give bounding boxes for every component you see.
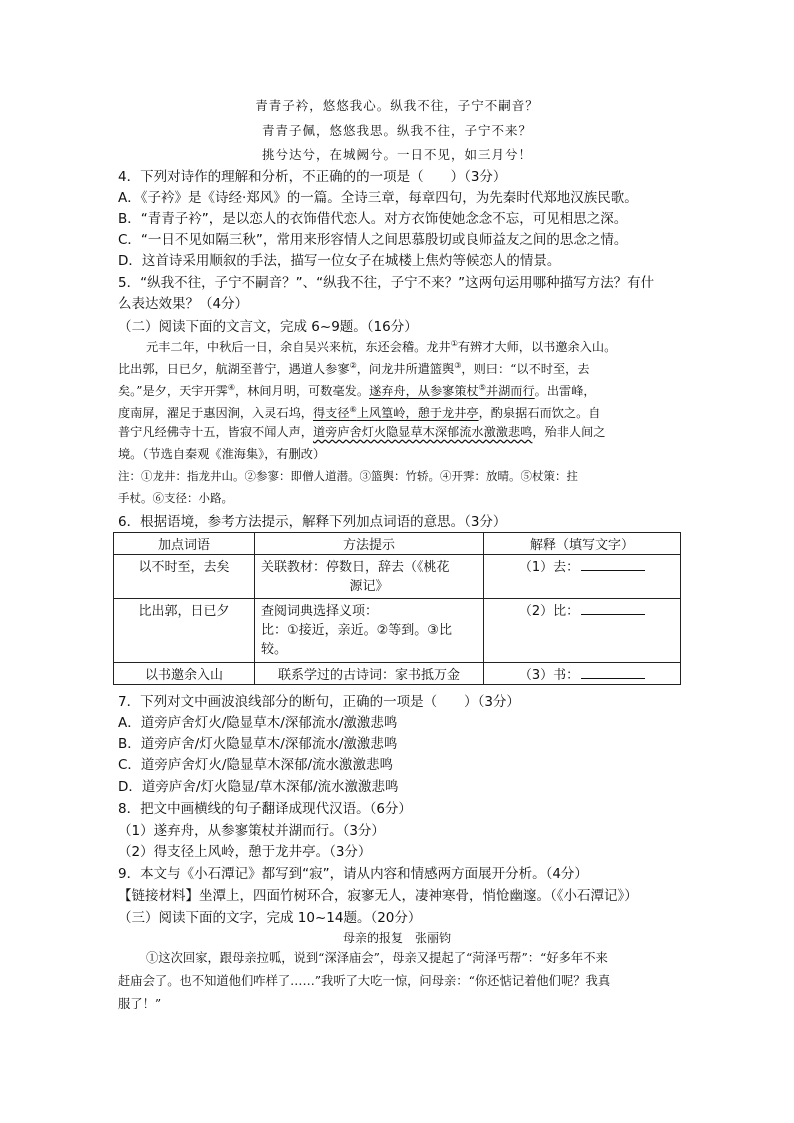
section-3-heading: （三）阅读下面的文字，完成 10~14题。（20分）	[118, 910, 422, 926]
poem-line-3: 挑兮达兮，在城阙兮。一日不见，如三月兮！	[261, 147, 532, 162]
annotation-line-1: 注：①龙井：指龙井山。②参寥：即僧人道潜。③篮舆：竹轿。④开霁：放晴。⑤杖策：拄	[118, 469, 578, 483]
q7-stem: 7．下列对文中画波浪线部分的断句，正确的一项是（ ）（3分）	[118, 694, 520, 710]
table-row	[114, 555, 681, 599]
q7-option-a: A．道旁庐舍灯火/隐显草木/深郁流水/激激悲鸣	[118, 715, 398, 731]
story-title: 母亲的报复 张丽钧	[342, 931, 451, 945]
table-header: 加点词语	[114, 533, 255, 555]
q6-table	[113, 532, 681, 685]
q7-option-b: B．道旁庐舍/灯火隐显草木/深郁流水/激激悲鸣	[118, 736, 398, 752]
q4-option-d: D．这首诗采用顺叙的手法，描写一位女子在城楼上焦灼等候恋人的情景。	[118, 253, 561, 269]
word-cell: 比出郭，日已夕	[114, 599, 255, 663]
story-line-2: 赶庙会了。也不知道他们咋样了……”我听了大吃一惊，问母亲：“你还惦记着他们呢？我真	[118, 974, 611, 988]
q6-stem: 6．根据语境，参考方法提示，解释下列加点词语的意思。（3分）	[118, 514, 507, 530]
answer-blank[interactable]	[581, 558, 645, 571]
underlined-sentence-1: 遂弃舟，从参寥策杖⑤并湖而行	[369, 383, 535, 399]
q4-option-c: C．“一日不见如隔三秋”，常用来形容情人之间思慕殷切或良师益友之间的思念之情。	[118, 232, 628, 248]
table-header: 解释（填写文字）	[484, 533, 681, 555]
q5-line-2: 么表达效果？（4分）	[118, 296, 249, 312]
hint-cell: 联系学过的古诗词：家书抵万金	[255, 663, 484, 685]
answer-blank[interactable]	[581, 666, 645, 679]
word-cell: 以不时至，去矣	[114, 555, 255, 599]
table-header: 方法提示	[255, 533, 484, 555]
classical-text-line-1: 元丰二年，中秋后一日，余自吴兴来杭，东还会稽。龙井①有辨才大师，以书邀余入山。	[146, 339, 617, 355]
classical-text-source: 境。（节选自秦观《淮海集》，有删改）	[118, 447, 326, 461]
q7-option-c: C．道旁庐舍灯火/隐显草木深郁/流水激激悲鸣	[118, 757, 394, 773]
q4-option-a: A．《子衿》是《诗经·郑风》的一篇。全诗三章，每章四句，为先秦时代郑地汉族民歌。	[118, 190, 638, 206]
answer-cell: （1）去：	[484, 555, 681, 599]
section-2-heading: （二）阅读下面的文言文，完成 6~9题。（16分）	[118, 319, 418, 335]
q4-stem: 4．下列对诗作的理解和分析，不正确的的一项是（ ）（3分）	[118, 169, 507, 185]
classical-text-line-3: 矣。”是夕，天宇开霁④，林间月明，可数毫发。遂弃舟，从参寥策杖⑤并湖而行。出雷峰，	[118, 383, 596, 399]
q7-option-d: D．道旁庐舍/灯火隐显/草木深郁/流水激激悲鸣	[118, 779, 399, 795]
q9-stem: 9．本文与《小石潭记》都写到“寂”，请从内容和情感两方面展开分析。（4分）	[118, 866, 588, 882]
answer-blank[interactable]	[581, 602, 645, 615]
annotation-line-2: 手杖。⑥支径：小路。	[118, 491, 233, 505]
poem-line-1: 青青子衿，悠悠我心。纵我不往，子宁不嗣音？	[255, 98, 539, 113]
wavy-underlined-phrase: 道旁庐舍灯火隐显草木深郁流水激激悲鸣	[313, 425, 533, 439]
poem-line-2: 青青子佩，悠悠我思。纵我不往，子宁不来？	[261, 123, 532, 138]
table-row	[114, 663, 681, 685]
classical-text-line-2: 比出郭，日已夕，航湖至普宁，遇道人参寥②，问龙井所遣篮舆③，则曰：“以不时至，去	[118, 361, 590, 377]
answer-cell: （2）比：	[484, 599, 681, 663]
q8-sentence-1: （1）遂弃舟，从参寥策杖并湖而行。（3分）	[118, 823, 385, 839]
answer-cell: （3）书：	[484, 663, 681, 685]
q9-link-material: 【链接材料】坐潭上，四面竹树环合，寂寥无人，凄神寒骨，悄怆幽邃。（《小石潭记》）	[118, 888, 638, 904]
hint-cell: 关联教材：停数日，辞去（《桃花 源记》	[255, 555, 484, 599]
hint-cell: 查阅词典选择义项： 比：①接近，亲近。②等到。③比 较。	[255, 599, 484, 663]
classical-text-line-5: 普宁凡经佛寺十五，皆寂不闻人声，道旁庐舍灯火隐显草木深郁流水激激悲鸣，殆非人间之	[118, 425, 606, 439]
underlined-sentence-2: 得支径⑥上风篁岭，憩于龙井亭	[313, 405, 479, 421]
q4-option-b: B．“青青子衿”，是以恋人的衣饰借代恋人。对方衣饰使她念念不忘，可见相思之深。	[118, 211, 628, 227]
table-row	[114, 599, 681, 663]
q8-sentence-2: （2）得支径上风岭，憩于龙井亭。（3分）	[118, 844, 372, 860]
classical-text-line-4: 度南屏，濯足于惠因涧，入灵石坞，得支径⑥上风篁岭，憩于龙井亭，酌泉据石而饮之。自	[118, 405, 601, 421]
story-line-3: 服了！”	[118, 997, 162, 1011]
story-line-1: ①这次回家，跟母亲拉呱，说到“深泽庙会”，母亲又提起了“菏泽丐帮”：“好多年不来	[146, 951, 608, 965]
q5-line-1: 5．“纵我不往，子宁不嗣音？”、“纵我不往，子宁不来？”这两句运用哪种描写方法？有什	[118, 275, 655, 291]
word-cell: 以书邀余入山	[114, 663, 255, 685]
q8-stem: 8．把文中画横线的句子翻译成现代汉语。（6分）	[118, 801, 412, 817]
